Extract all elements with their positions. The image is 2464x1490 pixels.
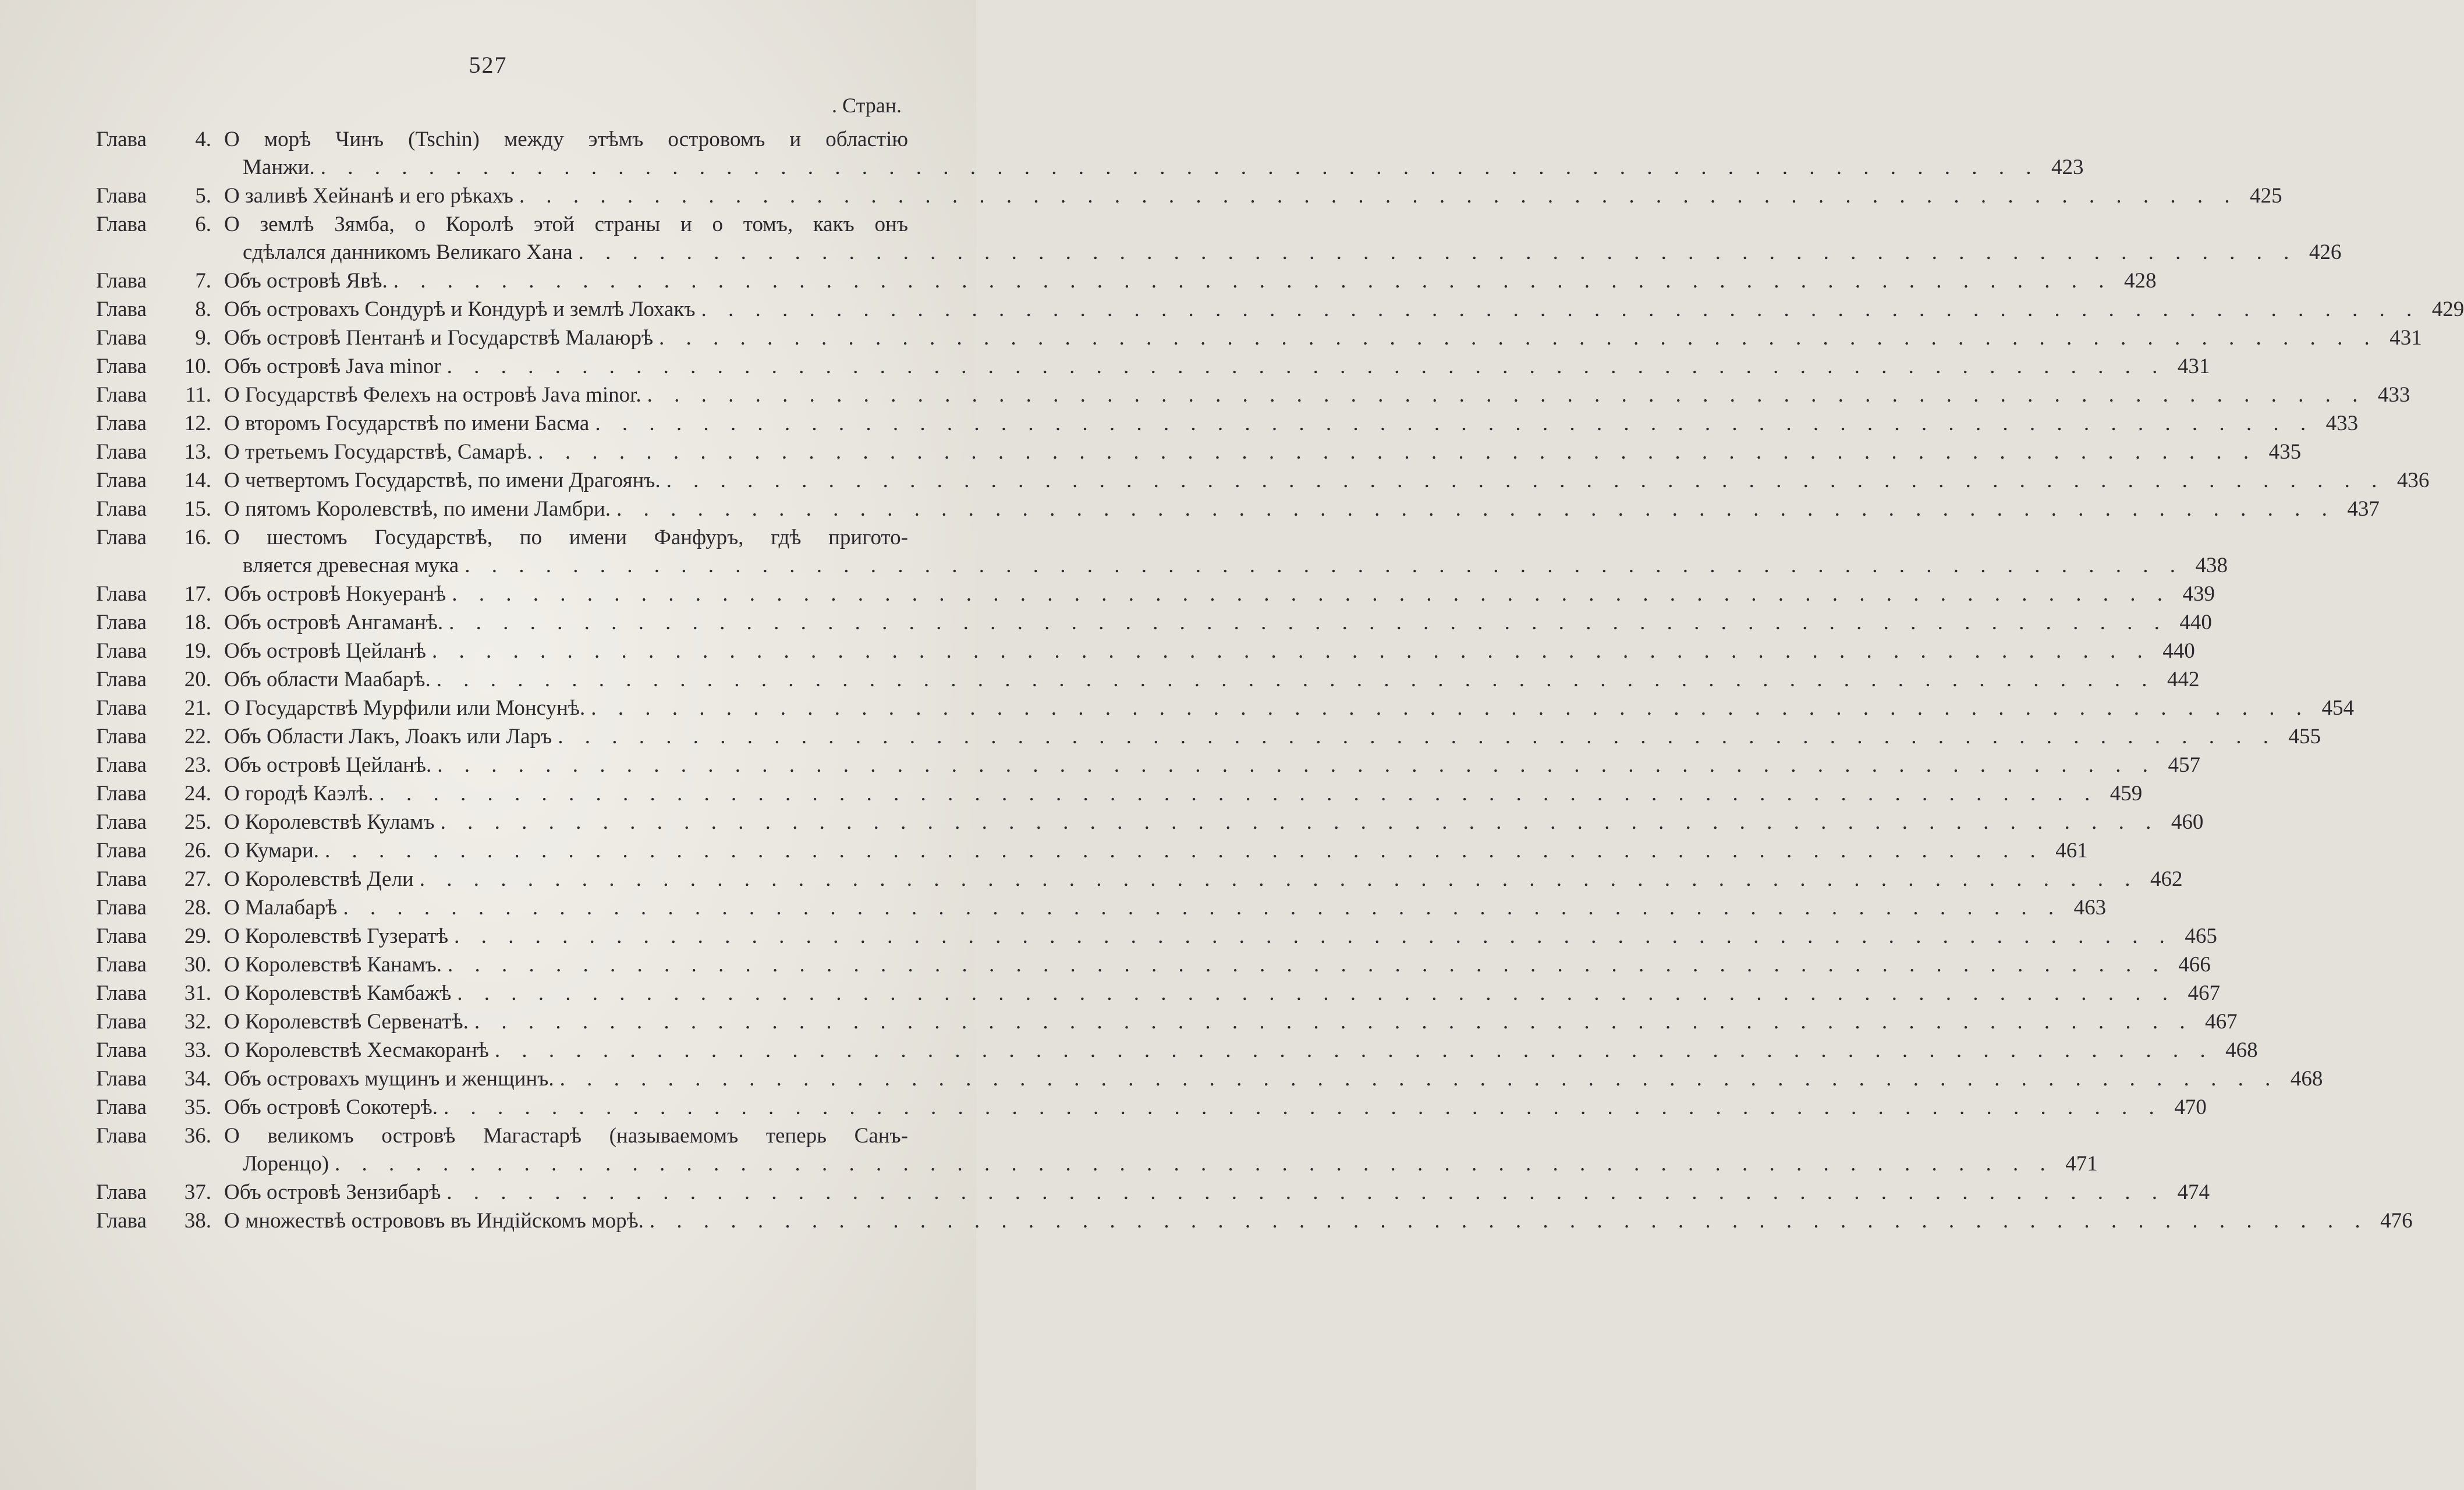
toc-entry xyxy=(96,495,2380,523)
chapter-number: 16. xyxy=(184,526,211,549)
chapter-title: О Королевствѣ Гузератѣ xyxy=(224,924,449,948)
chapter-number: 12. xyxy=(184,411,211,435)
chapter-title: Объ островѣ Явѣ. xyxy=(224,269,388,293)
toc-line xyxy=(96,267,2157,295)
toc-entry xyxy=(96,779,2143,808)
chapter-number: 30. xyxy=(184,953,211,977)
dot-leaders: . . . . . . . . . . . . . . . . . . . . . . . . . . . . . . . . . . . . . . . . . . . . . . . . . . . . . . . . . . . . . . . . xyxy=(446,1180,2166,1204)
dot-leaders: . . . . . . . . . . . . . . . . . . . . . . . . . . . . . . . . . . . . . . . . . . . . . . . . . . . . . . . . . . . . . . . . xyxy=(343,896,2062,920)
chapter-page: 457 xyxy=(2168,753,2201,777)
toc-line xyxy=(96,1065,2323,1093)
toc-line xyxy=(96,295,2464,324)
chapter-label: Глава xyxy=(96,269,147,293)
chapter-label: Глава xyxy=(96,497,147,521)
toc-entry xyxy=(96,1207,2413,1235)
chapter-label: Глава xyxy=(96,611,147,634)
toc-line xyxy=(96,922,2217,950)
chapter-title: О Королевствѣ Сервенатѣ. xyxy=(224,1010,469,1034)
chapter-label: Глава xyxy=(96,411,147,435)
toc-entry xyxy=(96,1093,2207,1122)
chapter-page: 467 xyxy=(2188,981,2221,1005)
chapter-number: 20. xyxy=(184,668,211,691)
toc-entry xyxy=(96,1065,2323,1093)
chapter-page: 431 xyxy=(2177,354,2210,378)
toc-entry xyxy=(96,865,2183,893)
chapter-number: 15. xyxy=(184,497,211,521)
chapter-label: Глава xyxy=(96,639,147,663)
chapter-number: 32. xyxy=(184,1010,211,1034)
chapter-page: 442 xyxy=(2167,668,2200,691)
toc-entry xyxy=(96,808,2204,836)
chapter-number: 35. xyxy=(184,1095,211,1119)
chapter-title: О Малабарѣ xyxy=(224,896,338,920)
chapter-label: Глава xyxy=(96,526,147,549)
toc-entry xyxy=(96,950,2211,979)
dot-leaders: . . . . . . . . . . . . . . . . . . . . . . . . . . . . . . . . . . . . . . . . . . . . . . . . . . . . . . . . . . . . . . . . xyxy=(440,810,2160,834)
toc-line xyxy=(96,1207,2413,1235)
chapter-label: Глава xyxy=(96,212,147,236)
chapter-label: Глава xyxy=(96,582,147,606)
dot-leaders: . . . . . . . . . . . . . . . . . . . . . . . . . . . . . . . . . . . . . . . . . . . . . . . . . . . . . . . . . . . . . . . . xyxy=(494,1038,2214,1062)
toc-line xyxy=(96,1122,908,1150)
chapter-label: Глава xyxy=(96,896,147,920)
toc-entry xyxy=(96,922,2217,950)
chapter-label: Глава xyxy=(96,354,147,378)
chapter-title: О Королевствѣ Камбажѣ xyxy=(224,981,452,1005)
chapter-page: 470 xyxy=(2174,1095,2207,1119)
chapter-title: О заливѣ Хейнанѣ и его рѣкахъ xyxy=(224,184,513,208)
toc-line xyxy=(96,665,2200,694)
table-of-contents xyxy=(96,125,2464,1235)
chapter-number: 22. xyxy=(184,725,211,748)
chapter-page: 466 xyxy=(2178,953,2211,977)
chapter-page: 426 xyxy=(2309,240,2342,264)
toc-entry xyxy=(96,523,2228,580)
dot-leaders: . . . . . . . . . . . . . . . . . . . . . . . . . . . . . . . . . . . . . . . . . . . . . . . . . . . . . . . . . . . . . . . . xyxy=(666,469,2385,492)
chapter-number: 8. xyxy=(195,297,211,321)
toc-line xyxy=(96,865,2183,893)
toc-entry xyxy=(96,352,2210,381)
dot-leaders: . . . . . . . . . . . . . . . . . . . . . . . . . . . . . . . . . . . . . . . . . . . . . . . . . . . . . . . . . . . . . . . . xyxy=(465,554,2183,577)
toc-line xyxy=(96,182,2282,210)
toc-entry xyxy=(96,1036,2258,1065)
chapter-label: Глава xyxy=(96,440,147,464)
toc-entry xyxy=(96,751,2201,779)
chapter-page: 425 xyxy=(2250,184,2282,208)
chapter-number: 11. xyxy=(185,383,211,407)
dot-leaders: . . . . . . . . . . . . . . . . . . . . . . . . . . . . . . . . . . . . . . . . . . . . . . . . . . . . . . . . . . . . . . . . xyxy=(446,354,2166,378)
chapter-number: 34. xyxy=(184,1067,211,1091)
chapter-label: Глава xyxy=(96,981,147,1005)
toc-entry xyxy=(96,409,2359,438)
chapter-page: 423 xyxy=(2051,155,2084,179)
chapter-page: 429 xyxy=(2431,297,2464,321)
chapter-page: 463 xyxy=(2073,896,2107,920)
dot-leaders: . . . . . . . . . . . . . . . . . . . . . . . . . . . . . . . . . . . . . . . . . . . . . . . . . . . . . . . . . . . . . . . . xyxy=(595,411,2314,435)
chapter-label: Глава xyxy=(96,753,147,777)
dot-leaders: . . . . . . . . . . . . . . . . . . . . . . . . . . . . . . . . . . . . . . . . . . . . . . . . . . . . . . . . . . . . . . . . xyxy=(647,383,2366,407)
toc-line xyxy=(96,694,2354,722)
chapter-number: 29. xyxy=(184,924,211,948)
chapter-label: Глава xyxy=(96,668,147,691)
chapter-page: 439 xyxy=(2182,582,2215,606)
chapter-number: 38. xyxy=(184,1209,211,1233)
chapter-title: О великомъ островѣ Магастарѣ (называемомъ теперь Санъ- xyxy=(224,1124,908,1148)
chapter-page: 433 xyxy=(2325,411,2359,435)
chapter-number: 33. xyxy=(184,1038,211,1062)
toc-line xyxy=(96,125,908,153)
dot-leaders: . . . . . . . . . . . . . . . . . . . . . . . . . . . . . . . . . . . . . . . . . . . . . . . . . . . . . . . . . . . . . . . . xyxy=(379,782,2098,806)
chapter-number: 28. xyxy=(184,896,211,920)
toc-line xyxy=(96,438,2302,466)
chapter-title: О шестомъ Государствѣ, по имени Фанфуръ, гдѣ пригото- xyxy=(224,526,908,549)
toc-entry xyxy=(96,665,2200,694)
toc-line xyxy=(96,210,908,238)
chapter-label: Глава xyxy=(96,1095,147,1119)
dot-leaders: . . . . . . . . . . . . . . . . . . . . . . . . . . . . . . . . . . . . . . . . . . . . . . . . . . . . . . . . . . . . . . . . xyxy=(558,725,2277,748)
chapter-number: 37. xyxy=(184,1180,211,1204)
chapter-label: Глава xyxy=(96,810,147,834)
toc-line xyxy=(96,523,908,551)
chapter-label: Глава xyxy=(96,953,147,977)
chapter-number: 24. xyxy=(184,782,211,806)
chapter-title: О Кумари. xyxy=(224,839,320,863)
toc-entry xyxy=(96,324,2422,352)
chapter-page: 459 xyxy=(2110,782,2143,806)
dot-leaders: . . . . . . . . . . . . . . . . . . . . . . . . . . . . . . . . . . . . . . . . . . . . . . . . . . . . . . . . . . . . . . . . xyxy=(538,440,2257,464)
toc-line xyxy=(96,751,2201,779)
chapter-number: 25. xyxy=(184,810,211,834)
toc-line xyxy=(96,1007,2238,1036)
chapter-page: 438 xyxy=(2195,554,2228,577)
dot-leaders: . . . . . . . . . . . . . . . . . . . . . . . . . . . . . . . . . . . . . . . . . . . . . . . . . . . . . . . . . . . . . . . . xyxy=(701,297,2420,321)
chapter-label: Глава xyxy=(96,469,147,492)
dot-leaders: . . . . . . . . . . . . . . . . . . . . . . . . . . . . . . . . . . . . . . . . . . . . . . . . . . . . . . . . . . . . . . . . xyxy=(457,981,2176,1005)
chapter-number: 13. xyxy=(184,440,211,464)
chapter-title: О Государствѣ Мурфили или Монсунѣ. xyxy=(224,696,586,720)
chapter-title: О четвертомъ Государствѣ, по имени Драгоянъ. xyxy=(224,469,661,492)
toc-entry xyxy=(96,125,2084,182)
dot-leaders: . . . . . . . . . . . . . . . . . . . . . . . . . . . . . . . . . . . . . . . . . . . . . . . . . . . . . . . . . . . . . . . . xyxy=(449,611,2168,634)
chapter-label: Глава xyxy=(96,326,147,350)
chapter-number: 26. xyxy=(184,839,211,863)
chapter-label: Глава xyxy=(96,782,147,806)
chapter-page: 437 xyxy=(2347,497,2380,521)
dot-leaders: . . . . . . . . . . . . . . . . . . . . . . . . . . . . . . . . . . . . . . . . . . . . . . . . . . . . . . . . . . . . . . . . xyxy=(432,639,2151,663)
chapter-title: Объ островахъ мущинъ и женщинъ. xyxy=(224,1067,554,1091)
chapter-title-continuation: вляется древесная мука xyxy=(243,554,459,577)
chapter-page: 440 xyxy=(2162,639,2195,663)
toc-entry xyxy=(96,381,2410,409)
chapter-label: Глава xyxy=(96,1010,147,1034)
chapter-title: О Государствѣ Фелехъ на островѣ Java minor. xyxy=(224,383,641,407)
toc-entry xyxy=(96,694,2354,722)
chapter-label: Глава xyxy=(96,1209,147,1233)
chapter-label: Глава xyxy=(96,1124,147,1148)
chapter-label: Глава xyxy=(96,297,147,321)
chapter-page: 468 xyxy=(2225,1038,2258,1062)
toc-entry xyxy=(96,637,2195,665)
chapter-title-continuation: Манжи. xyxy=(243,155,315,179)
toc-line xyxy=(96,352,2210,381)
toc-entry xyxy=(96,267,2157,295)
chapter-title: О второмъ Государствѣ по имени Басма xyxy=(224,411,590,435)
chapter-number: 9. xyxy=(195,326,211,350)
chapter-page: 467 xyxy=(2205,1010,2238,1034)
chapter-title: Объ Области Лакъ, Лоакъ или Ларъ xyxy=(224,725,552,748)
chapter-title: О третьемъ Государствѣ, Самарѣ. xyxy=(224,440,533,464)
toc-line xyxy=(96,466,2430,495)
chapter-page: 433 xyxy=(2377,383,2410,407)
toc-line xyxy=(96,608,2212,637)
toc-line xyxy=(96,1036,2258,1065)
toc-entry xyxy=(96,1122,2098,1178)
toc-entry xyxy=(96,1178,2210,1207)
toc-entry xyxy=(96,608,2212,637)
dot-leaders: . . . . . . . . . . . . . . . . . . . . . . . . . . . . . . . . . . . . . . . . . . . . . . . . . . . . . . . . . . . . . . . . xyxy=(325,839,2044,863)
chapter-page: 474 xyxy=(2177,1180,2210,1204)
chapter-title: О землѣ Зямба, о Королѣ этой страны и о томъ, какъ онъ xyxy=(224,212,908,236)
toc-entry xyxy=(96,438,2302,466)
chapter-label: Глава xyxy=(96,924,147,948)
dot-leaders: . . . . . . . . . . . . . . . . . . . . . . . . . . . . . . . . . . . . . . . . . . . . . . . . . . . . . . . . . . . . . . . . xyxy=(436,668,2155,691)
chapter-page: 455 xyxy=(2288,725,2321,748)
chapter-page: 440 xyxy=(2179,611,2212,634)
chapter-title: Объ островѣ Нокуеранѣ xyxy=(224,582,446,606)
chapter-number: 4. xyxy=(195,127,211,151)
chapter-page: 435 xyxy=(2268,440,2302,464)
toc-line xyxy=(96,324,2422,352)
chapter-page: 454 xyxy=(2321,696,2354,720)
chapter-page: 471 xyxy=(2065,1152,2098,1176)
toc-entry xyxy=(96,1007,2238,1036)
chapter-number: 18. xyxy=(184,611,211,634)
chapter-title: О Королевствѣ Канамъ. xyxy=(224,953,442,977)
chapter-label: Глава xyxy=(96,1180,147,1204)
chapter-page: 465 xyxy=(2185,924,2217,948)
toc-line xyxy=(96,1093,2207,1122)
chapter-title: О Королевствѣ Дели xyxy=(224,867,414,891)
chapter-title: О городѣ Каэлѣ. xyxy=(224,782,374,806)
toc-entry xyxy=(96,722,2321,751)
dot-leaders: . . . . . . . . . . . . . . . . . . . . . . . . . . . . . . . . . . . . . . . . . . . . . . . . . . . . . . . . . . . . . . . . xyxy=(474,1010,2193,1034)
chapter-number: 5. xyxy=(195,184,211,208)
toc-line xyxy=(96,808,2204,836)
chapter-number: 14. xyxy=(184,469,211,492)
chapter-number: 7. xyxy=(195,269,211,293)
chapter-label: Глава xyxy=(96,1067,147,1091)
chapter-label: Глава xyxy=(96,1038,147,1062)
chapter-title: О множествѣ острововъ въ Индійскомъ морѣ. xyxy=(224,1209,644,1233)
toc-line xyxy=(96,1150,2098,1178)
dot-leaders: . . . . . . . . . . . . . . . . . . . . . . . . . . . . . . . . . . . . . . . . . . . . . . . . . . . . . . . . . . . . . . . . xyxy=(649,1209,2369,1233)
toc-line xyxy=(96,779,2143,808)
chapter-label: Глава xyxy=(96,696,147,720)
dot-leaders: . . . . . . . . . . . . . . . . . . . . . . . . . . . . . . . . . . . . . . . . . . . . . . . . . . . . . . . . . . . . . . . . xyxy=(616,497,2335,521)
chapter-title: Объ островѣ Пентанѣ и Государствѣ Малаюрѣ xyxy=(224,326,654,350)
dot-leaders: . . . . . . . . . . . . . . . . . . . . . . . . . . . . . . . . . . . . . . . . . . . . . . . . . . . . . . . . . . . . . . . . xyxy=(591,696,2310,720)
chapter-title: Объ островѣ Сокотерѣ. xyxy=(224,1095,438,1119)
toc-line xyxy=(96,153,2084,182)
chapter-title: Объ островѣ Цейланѣ. xyxy=(224,753,432,777)
toc-entry xyxy=(96,466,2430,495)
dot-leaders: . . . . . . . . . . . . . . . . . . . . . . . . . . . . . . . . . . . . . . . . . . . . . . . . . . . . . . . . . . . . . . . . xyxy=(444,1095,2162,1119)
toc-entry xyxy=(96,182,2282,210)
page-number: 527 xyxy=(469,52,508,78)
dot-leaders: . . . . . . . . . . . . . . . . . . . . . . . . . . . . . . . . . . . . . . . . . . . . . . . . . . . . . . . . . . . . . . . . xyxy=(452,582,2171,606)
chapter-number: 19. xyxy=(184,639,211,663)
chapter-number: 17. xyxy=(184,582,211,606)
chapter-number: 10. xyxy=(184,354,211,378)
chapter-page: 476 xyxy=(2380,1209,2413,1233)
chapter-number: 23. xyxy=(184,753,211,777)
chapter-page: 468 xyxy=(2290,1067,2323,1091)
dot-leaders: . . . . . . . . . . . . . . . . . . . . . . . . . . . . . . . . . . . . . . . . . . . . . . . . . . . . . . . . . . . . . . . . xyxy=(659,326,2378,350)
toc-line xyxy=(96,1178,2210,1207)
chapter-label: Глава xyxy=(96,867,147,891)
chapter-title: О Королевствѣ Хесмакоранѣ xyxy=(224,1038,489,1062)
toc-line xyxy=(96,580,2215,608)
toc-entry xyxy=(96,295,2464,324)
toc-entry xyxy=(96,836,2088,865)
toc-line xyxy=(96,979,2221,1007)
chapter-title-continuation: Лоренцо) xyxy=(243,1152,329,1176)
toc-line xyxy=(96,722,2321,751)
toc-line xyxy=(96,836,2088,865)
toc-line xyxy=(96,551,2228,580)
toc-entry xyxy=(96,893,2107,922)
chapter-title: Объ области Маабарѣ. xyxy=(224,668,431,691)
chapter-title-continuation: сдѣлался данникомъ Великаго Хана xyxy=(243,240,573,264)
chapter-page: 436 xyxy=(2396,469,2430,492)
chapter-page: 431 xyxy=(2389,326,2422,350)
dot-leaders: . . . . . . . . . . . . . . . . . . . . . . . . . . . . . . . . . . . . . . . . . . . . . . . . . . . . . . . . . . . . . . . . xyxy=(448,953,2167,977)
chapter-number: 27. xyxy=(184,867,211,891)
dot-leaders: . . . . . . . . . . . . . . . . . . . . . . . . . . . . . . . . . . . . . . . . . . . . . . . . . . . . . . . . . . . . . . . . xyxy=(437,753,2157,777)
chapter-title: Объ островѣ Java minor xyxy=(224,354,441,378)
chapter-number: 31. xyxy=(184,981,211,1005)
chapter-number: 36. xyxy=(184,1124,211,1148)
chapter-page: 428 xyxy=(2124,269,2157,293)
toc-entry xyxy=(96,210,2342,267)
chapter-title: Объ островѣ Зензибарѣ xyxy=(224,1180,441,1204)
page-column-header: . Стран. xyxy=(832,94,902,117)
chapter-number: 21. xyxy=(184,696,211,720)
chapter-title: Объ островѣ Цейланѣ xyxy=(224,639,427,663)
toc-line xyxy=(96,950,2211,979)
dot-leaders: . . . . . . . . . . . . . . . . . . . . . . . . . . . . . . . . . . . . . . . . . . . . . . . . . . . . . . . . . . . . . . . . xyxy=(454,924,2173,948)
chapter-title: О Королевствѣ Куламъ xyxy=(224,810,435,834)
toc-line xyxy=(96,409,2359,438)
chapter-page: 460 xyxy=(2171,810,2204,834)
chapter-label: Глава xyxy=(96,839,147,863)
chapter-number: 6. xyxy=(195,212,211,236)
dot-leaders: . . . . . . . . . . . . . . . . . . . . . . . . . . . . . . . . . . . . . . . . . . . . . . . . . . . . . . . . . . . . . . . . xyxy=(519,184,2238,208)
toc-line xyxy=(96,238,2342,267)
dot-leaders: . . . . . . . . . . . . . . . . . . . . . . . . . . . . . . . . . . . . . . . . . . . . . . . . . . . . . . . . . . . . . . . . xyxy=(335,1152,2054,1176)
chapter-page: 461 xyxy=(2055,839,2088,863)
chapter-label: Глава xyxy=(96,184,147,208)
dot-leaders: . . . . . . . . . . . . . . . . . . . . . . . . . . . . . . . . . . . . . . . . . . . . . . . . . . . . . . . . . . . . . . . . xyxy=(578,240,2298,264)
chapter-label: Глава xyxy=(96,127,147,151)
dot-leaders: . . . . . . . . . . . . . . . . . . . . . . . . . . . . . . . . . . . . . . . . . . . . . . . . . . . . . . . . . . . . . . . . xyxy=(559,1067,2279,1091)
dot-leaders: . . . . . . . . . . . . . . . . . . . . . . . . . . . . . . . . . . . . . . . . . . . . . . . . . . . . . . . . . . . . . . . . xyxy=(393,269,2112,293)
chapter-title: О пятомъ Королевствѣ, по имени Ламбри. xyxy=(224,497,611,521)
toc-entry xyxy=(96,979,2221,1007)
toc-line xyxy=(96,495,2380,523)
chapter-page: 462 xyxy=(2150,867,2183,891)
dot-leaders: . . . . . . . . . . . . . . . . . . . . . . . . . . . . . . . . . . . . . . . . . . . . . . . . . . . . . . . . . . . . . . . . xyxy=(419,867,2139,891)
toc-line xyxy=(96,637,2195,665)
toc-entry xyxy=(96,580,2215,608)
chapter-title: Объ островѣ Ангаманѣ. xyxy=(224,611,444,634)
chapter-label: Глава xyxy=(96,725,147,748)
toc-line xyxy=(96,381,2410,409)
chapter-title: О морѣ Чинъ (Tschin) между этѣмъ островомъ и областію xyxy=(224,127,908,151)
dot-leaders: . . . . . . . . . . . . . . . . . . . . . . . . . . . . . . . . . . . . . . . . . . . . . . . . . . . . . . . . . . . . . . . . xyxy=(320,155,2040,179)
chapter-label: Глава xyxy=(96,383,147,407)
toc-line xyxy=(96,893,2107,922)
chapter-title: Объ островахъ Сондурѣ и Кондурѣ и землѣ Лохакъ xyxy=(224,297,696,321)
